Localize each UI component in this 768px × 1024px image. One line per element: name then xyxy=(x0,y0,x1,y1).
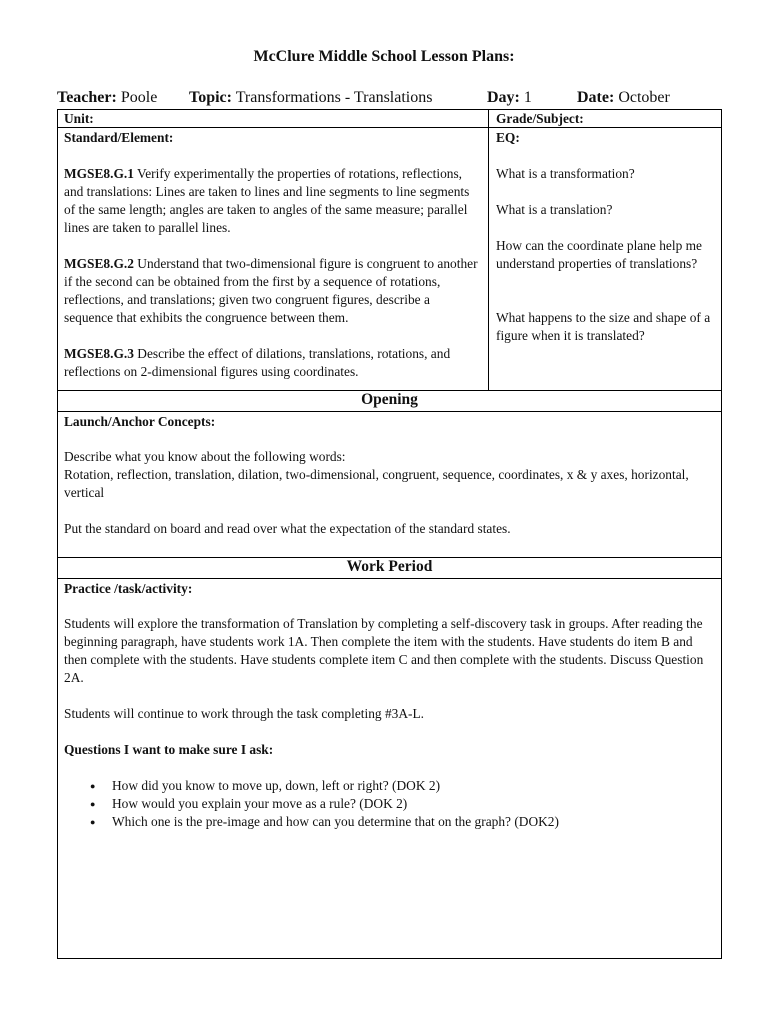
teacher-field xyxy=(57,89,157,109)
eq-question: What is a translation? xyxy=(496,202,613,217)
standard-item xyxy=(64,255,482,327)
eq-question: How can the coordinate plane help me understand properties of translations? xyxy=(496,238,702,271)
day-label: Day: xyxy=(487,89,520,106)
row-divider xyxy=(58,411,721,412)
eq-question: What happens to the size and shape of a figure when it is translated? xyxy=(496,310,711,343)
date-label: Date: xyxy=(577,89,615,106)
standard-code: MGSE8.G.3 xyxy=(64,346,134,361)
standard-text: Verify experimentally the properties of rotations, reflections, and translations: Lines are taken to lines and line segments to line segments of the same length; angles are taken to angles of the same measure; parallel lines are taken to parallel lines. xyxy=(64,166,470,235)
work-period-heading: Work Period xyxy=(346,558,433,575)
topic-value: Transformations - Translations xyxy=(235,89,433,106)
row-divider xyxy=(58,578,721,579)
list-item: ● Which one is the pre-image and how can you determine that on the graph? (DOK2) xyxy=(112,813,716,831)
list-item: ● How would you explain your move as a rule? (DOK 2) xyxy=(112,795,716,813)
standard-code: MGSE8.G.1 xyxy=(64,166,134,181)
question-list xyxy=(64,777,716,831)
work-paragraph: Students will explore the transformation of Translation by completing a self-discovery task in groups. After reading the beginning paragraph, have students work 1A. Then complete the item with the students. Have students do item B and then complete with the students. Have students complete item C and then complete with the students. Discuss Question 2A. xyxy=(64,616,704,685)
row-divider xyxy=(58,127,721,128)
opening-heading: Opening xyxy=(361,391,418,408)
eq-question: What is a transformation? xyxy=(496,166,635,181)
standard-text: Describe the effect of dilations, translations, rotations, and reflections on 2-dimensional figures using coordinates. xyxy=(64,346,451,379)
day-value: 1 xyxy=(523,89,532,106)
questions-label: Questions I want to make sure I ask: xyxy=(64,742,274,757)
lesson-plan-table xyxy=(57,109,722,959)
launch-anchor-label: Launch/Anchor Concepts: xyxy=(64,414,216,429)
standard-item xyxy=(64,165,482,237)
work-paragraph: Students will continue to work through the task completing #3A-L. xyxy=(64,706,425,721)
grade-subject-label: Grade/Subject: xyxy=(496,111,584,126)
teacher-label: Teacher: xyxy=(57,89,117,106)
opening-instruction: Put the standard on board and read over what the expectation of the standard states. xyxy=(64,521,511,536)
standard-code: MGSE8.G.2 xyxy=(64,256,134,271)
topic-field xyxy=(189,89,432,109)
column-divider xyxy=(488,110,489,390)
standard-item xyxy=(64,345,482,381)
day-field xyxy=(487,89,532,109)
date-field xyxy=(577,89,670,109)
opening-intro: Describe what you know about the following words: xyxy=(64,449,346,464)
unit-label: Unit: xyxy=(64,111,94,126)
vocabulary-list: Rotation, reflection, translation, dilation, two-dimensional, congruent, sequence, coordinates, x & y axes, horizontal, vertical xyxy=(64,467,689,500)
standard-element-label: Standard/Element: xyxy=(64,130,174,145)
standard-text: Understand that two-dimensional figure is congruent to another if the second can be obtained from the first by a sequence of rotations, reflections, and translations; given two congruent figures, describe a sequence that exhibits the congruence between them. xyxy=(64,256,478,325)
teacher-value: Poole xyxy=(120,89,158,106)
topic-label: Topic: xyxy=(189,89,232,106)
eq-label: EQ: xyxy=(496,130,520,145)
list-item: ● How did you know to move up, down, left or right? (DOK 2) xyxy=(112,777,716,795)
date-value: October xyxy=(618,89,670,106)
practice-label: Practice /task/activity: xyxy=(64,581,193,596)
page-title: McClure Middle School Lesson Plans: xyxy=(253,48,515,65)
